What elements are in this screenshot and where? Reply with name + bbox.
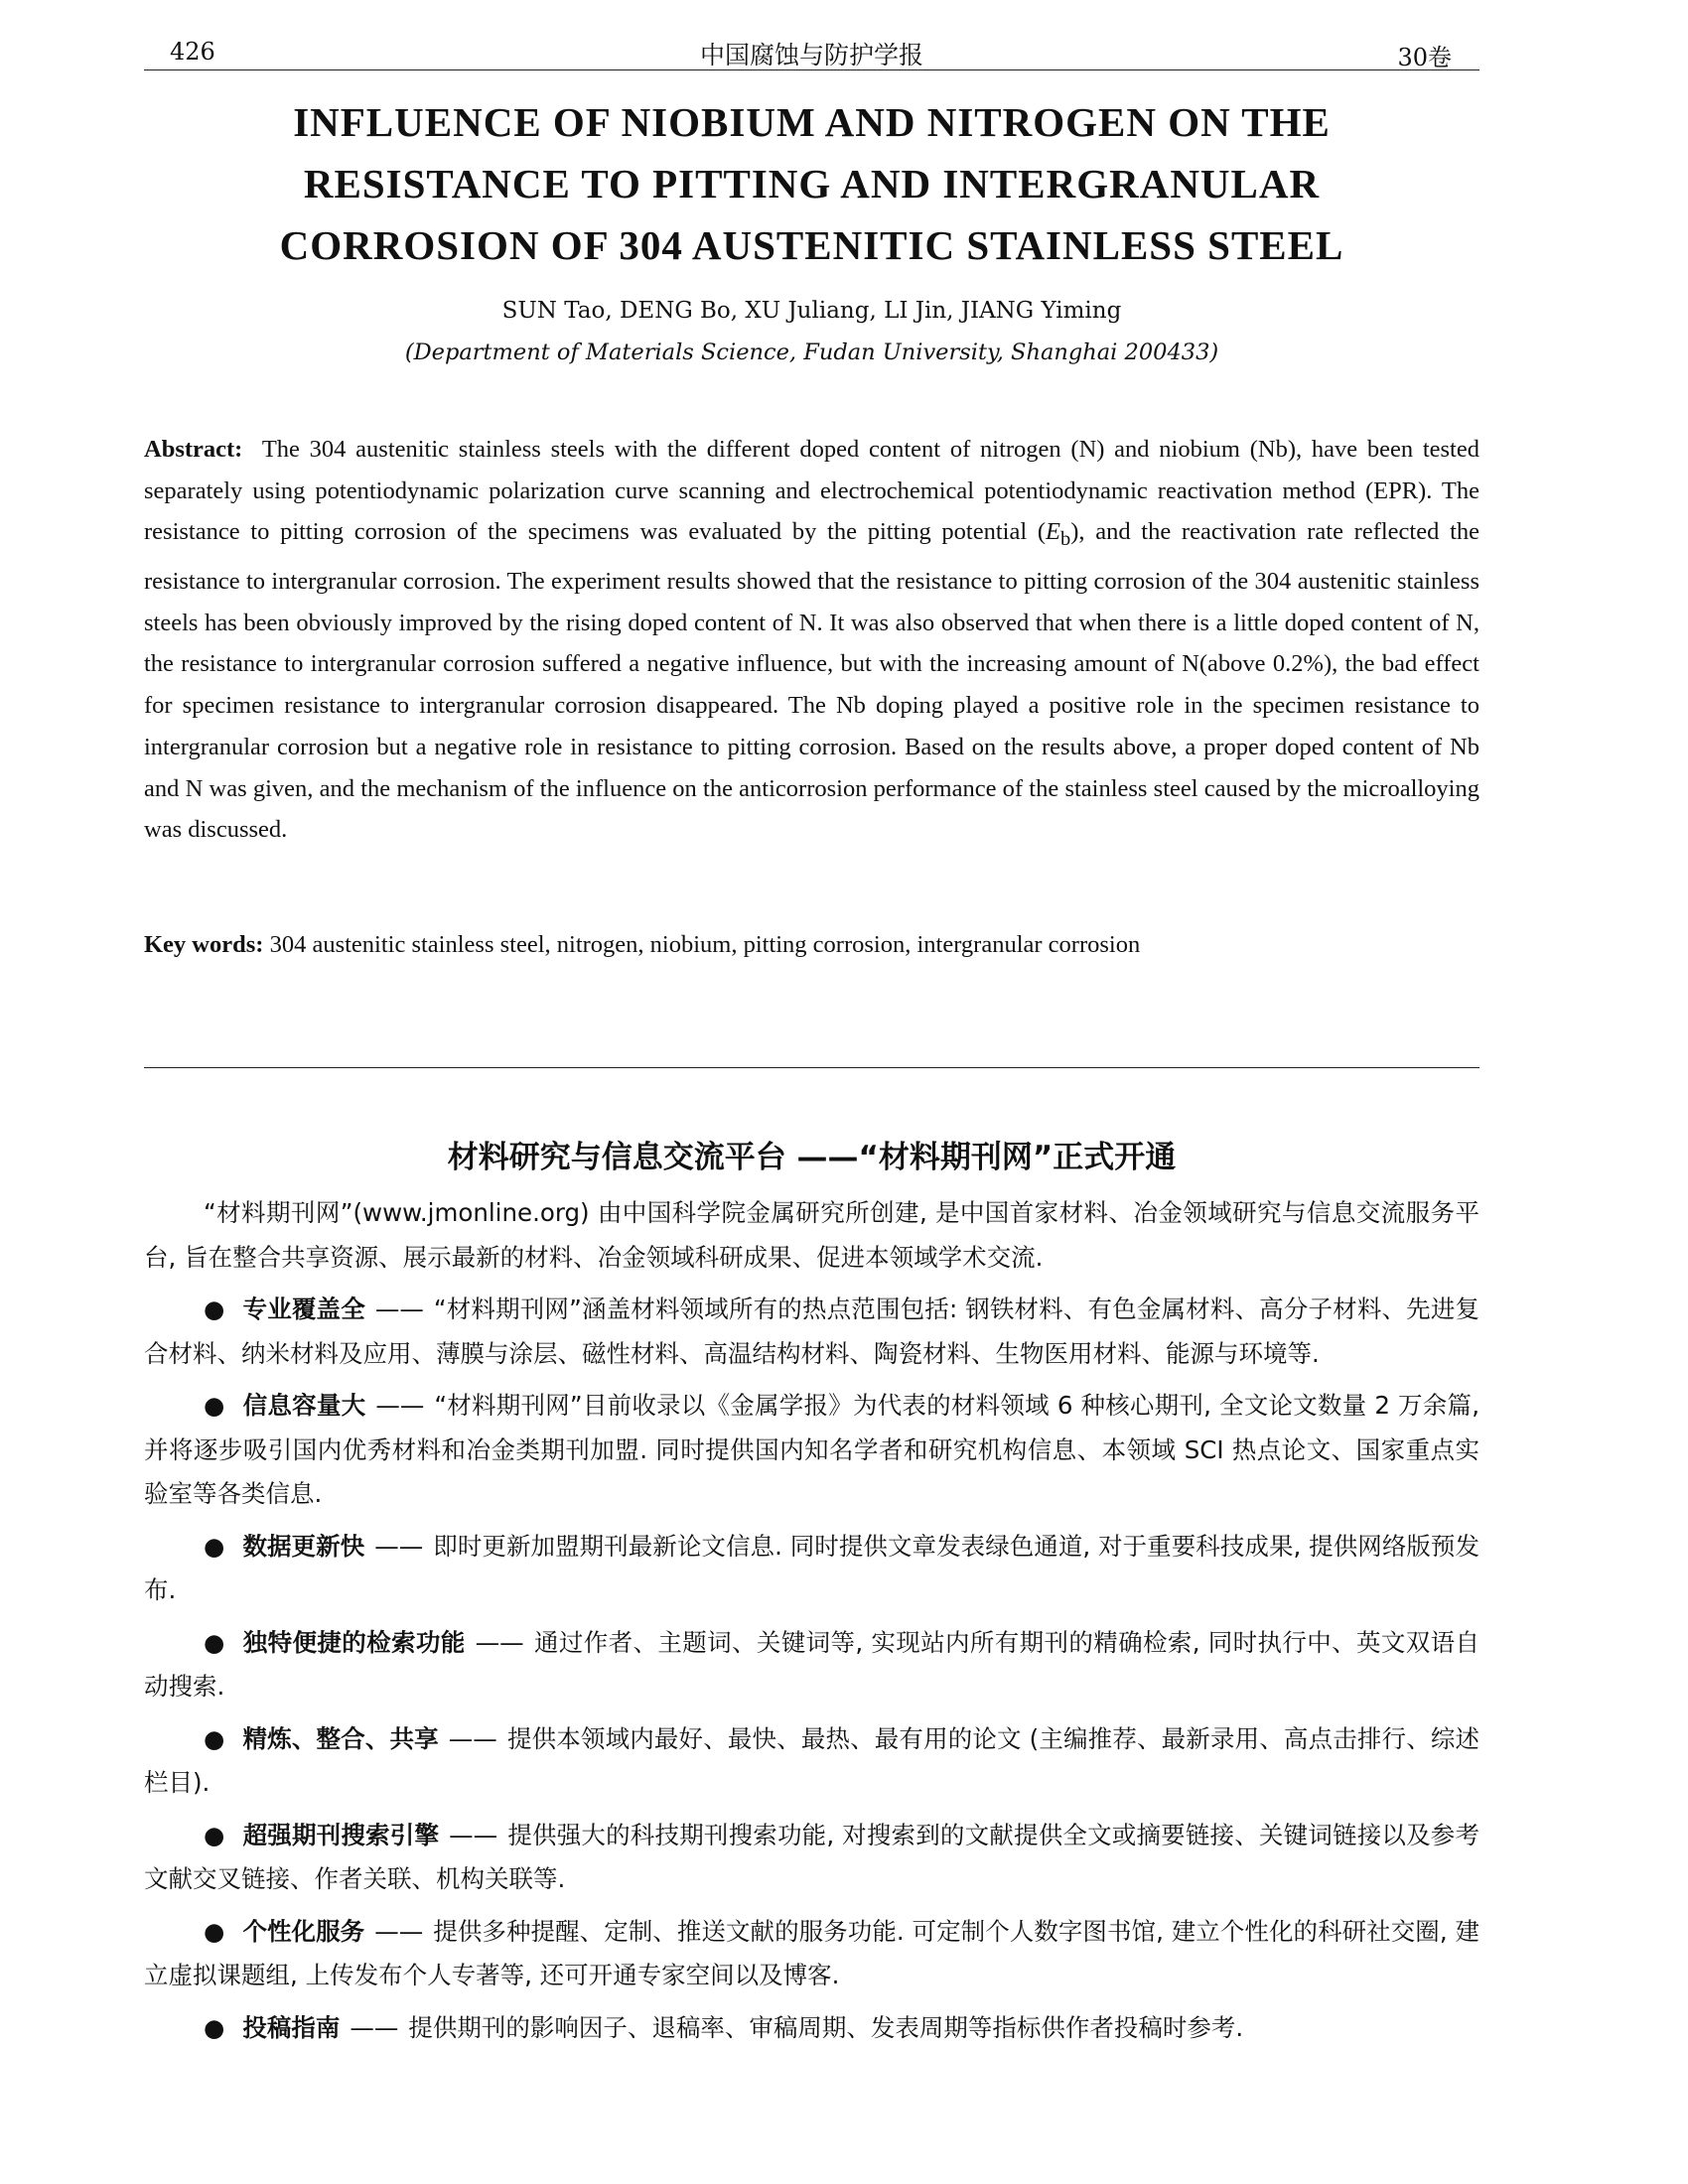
feature-text: “材料期刊网”涵盖材料领域所有的热点范围包括: 钢铁材料、有色金属材料、高分子材料、先进复合材料、纳米材料及应用、薄膜与涂层、磁性材料、高温结构材料、陶瓷材料、生物医用材料、能源与环境等. (144, 1295, 1479, 1368)
bullet-icon: ● (204, 1295, 225, 1323)
bullet-icon: ● (204, 1723, 225, 1753)
dash: —— (374, 1916, 424, 1946)
feature-item (144, 1384, 1479, 1517)
author-list: SUN Tao, DENG Bo, XU Juliang, LI Jin, JIANG Yiming (501, 298, 1122, 324)
feature-title: 投稿指南 (242, 2012, 341, 2042)
feature-text: 提供多种提醒、定制、推送文献的服务功能. 可定制个人数字图书馆, 建立个性化的科研社交圈, 建立虚拟课题组, 上传发布个人专著等, 还可开通专家空间以及博客. (144, 1916, 1479, 1989)
page-number: 426 (170, 38, 215, 66)
feature-item (144, 1288, 1479, 1376)
feature-item (144, 1621, 1479, 1709)
title-line: CORROSION OF 304 AUSTENITIC STAINLESS STEEL (279, 222, 1344, 268)
dash: —— (449, 1820, 498, 1849)
journal-name: 中国腐蚀与防护学报 (699, 41, 923, 69)
abstract (144, 429, 1479, 851)
announcement-body (144, 1191, 1479, 2058)
feature-text: 提供强大的科技期刊搜索功能, 对搜索到的文献提供全文或摘要链接、关键词链接以及参考文献交叉链接、作者关联、机构关联等. (144, 1820, 1479, 1893)
feature-item (144, 2006, 1479, 2051)
abstract-text-part2: ), and the reactivation rate reflected the resistance to intergranular corrosion. The experiment results showed that the resistance to pitting corrosion of the 304 austenitic stainless steels has been obviously improved by the rising doped content of N. It was also observed that when there is a little doped content of N, the resistance to intergranular corrosion suffered a negative influence, but with the increasing amount of N(above 0.2%), the bad effect for specimen resistance to intergranular corrosion disappeared. The Nb doping played a positive role in the specimen resistance to intergranular corrosion but a negative role in resistance to pitting corrosion. Based on the results above, a proper doped content of Nb and N was given, and the mechanism of the influence on the anticorrosion performance of the stainless steel caused by the microalloying was discussed. (144, 518, 1480, 844)
dash: —— (374, 1295, 424, 1323)
dash: —— (350, 2012, 399, 2042)
feature-title: 个性化服务 (242, 1916, 365, 1946)
pitting-potential-symbol: E (1046, 518, 1060, 546)
feature-text: 提供期刊的影响因子、退稿率、审稿周期、发表周期等指标供作者投稿时参考. (408, 2012, 1244, 2042)
feature-title: 数据更新快 (242, 1531, 365, 1561)
bullet-icon: ● (204, 2012, 225, 2042)
announcement-title: 材料研究与信息交流平台 ——“材料期刊网”正式开通 (447, 1140, 1177, 1175)
bullet-icon: ● (204, 1820, 225, 1849)
dash: —— (475, 1627, 524, 1657)
feature-title: 超强期刊搜索引擎 (242, 1820, 440, 1849)
feature-text: “材料期刊网”目前收录以《金属学报》为代表的材料领域 6 种核心期刊, 全文论文数量 2 万余篇, 并将逐步吸引国内优秀材料和冶金类期刊加盟. 同时提供国内知名学者和研究机构信息、本领域 SCI 热点论文、国家重点实验室等各类信息. (144, 1391, 1479, 1508)
feature-title: 专业覆盖全 (242, 1295, 365, 1323)
dash: —— (448, 1723, 497, 1753)
feature-title: 信息容量大 (242, 1391, 366, 1420)
feature-text: 提供本领域内最好、最快、最热、最有用的论文 (主编推荐、最新录用、高点击排行、综述栏目). (144, 1723, 1480, 1797)
dash: —— (375, 1391, 425, 1420)
feature-text: 即时更新加盟期刊最新论文信息. 同时提供文章发表绿色通道, 对于重要科技成果, 提供网络版预发布. (144, 1531, 1479, 1604)
bullet-icon: ● (204, 1531, 225, 1561)
running-header (144, 34, 1479, 70)
article-title (144, 91, 1479, 276)
feature-title: 精炼、整合、共享 (242, 1723, 439, 1753)
keywords (144, 925, 1479, 965)
feature-item (144, 1910, 1479, 1998)
affiliation: (Department of Materials Science, Fudan University, Shanghai 200433) (404, 340, 1219, 365)
section-divider (144, 1067, 1479, 1068)
bullet-icon: ● (204, 1391, 225, 1420)
pitting-potential-subscript: b (1060, 528, 1071, 551)
dash: —— (374, 1531, 424, 1561)
feature-text: 通过作者、主题词、关键词等, 实现站内所有期刊的精确检索, 同时执行中、英文双语自动搜索. (144, 1627, 1479, 1701)
keywords-text: 304 austenitic stainless steel, nitrogen, niobium, pitting corrosion, intergranular corrosion (269, 931, 1141, 958)
keywords-label: Key words: (144, 931, 264, 958)
announcement-intro: “材料期刊网”(www.jmonline.org) 由中国科学院金属研究所创建, 是中国首家材料、冶金领域研究与信息交流服务平台, 旨在整合共享资源、展示最新的材料、冶金领域科研成果、促进本领域学术交流. (144, 1198, 1479, 1272)
feature-title: 独特便捷的检索功能 (242, 1627, 466, 1657)
volume-label: 30卷 (1397, 44, 1452, 71)
feature-item (144, 1814, 1479, 1902)
title-line: RESISTANCE TO PITTING AND INTERGRANULAR (303, 161, 1321, 206)
bullet-icon: ● (204, 1627, 225, 1657)
feature-item (144, 1525, 1479, 1613)
bullet-icon: ● (204, 1916, 225, 1946)
feature-item (144, 1717, 1479, 1806)
abstract-label: Abstract: (144, 436, 243, 463)
title-line: INFLUENCE OF NIOBIUM AND NITROGEN ON THE (293, 99, 1331, 145)
abstract-text-part1: The 304 austenitic stainless steels with the different doped content of nitrogen (N) and niobium (Nb), have been tested separately using potentiodynamic polarization curve scanning and electrochemical potentiodynamic reactivation method (EPR). The resistance to pitting corrosion of the specimens was evaluated by the pitting potential ( (144, 436, 1479, 546)
